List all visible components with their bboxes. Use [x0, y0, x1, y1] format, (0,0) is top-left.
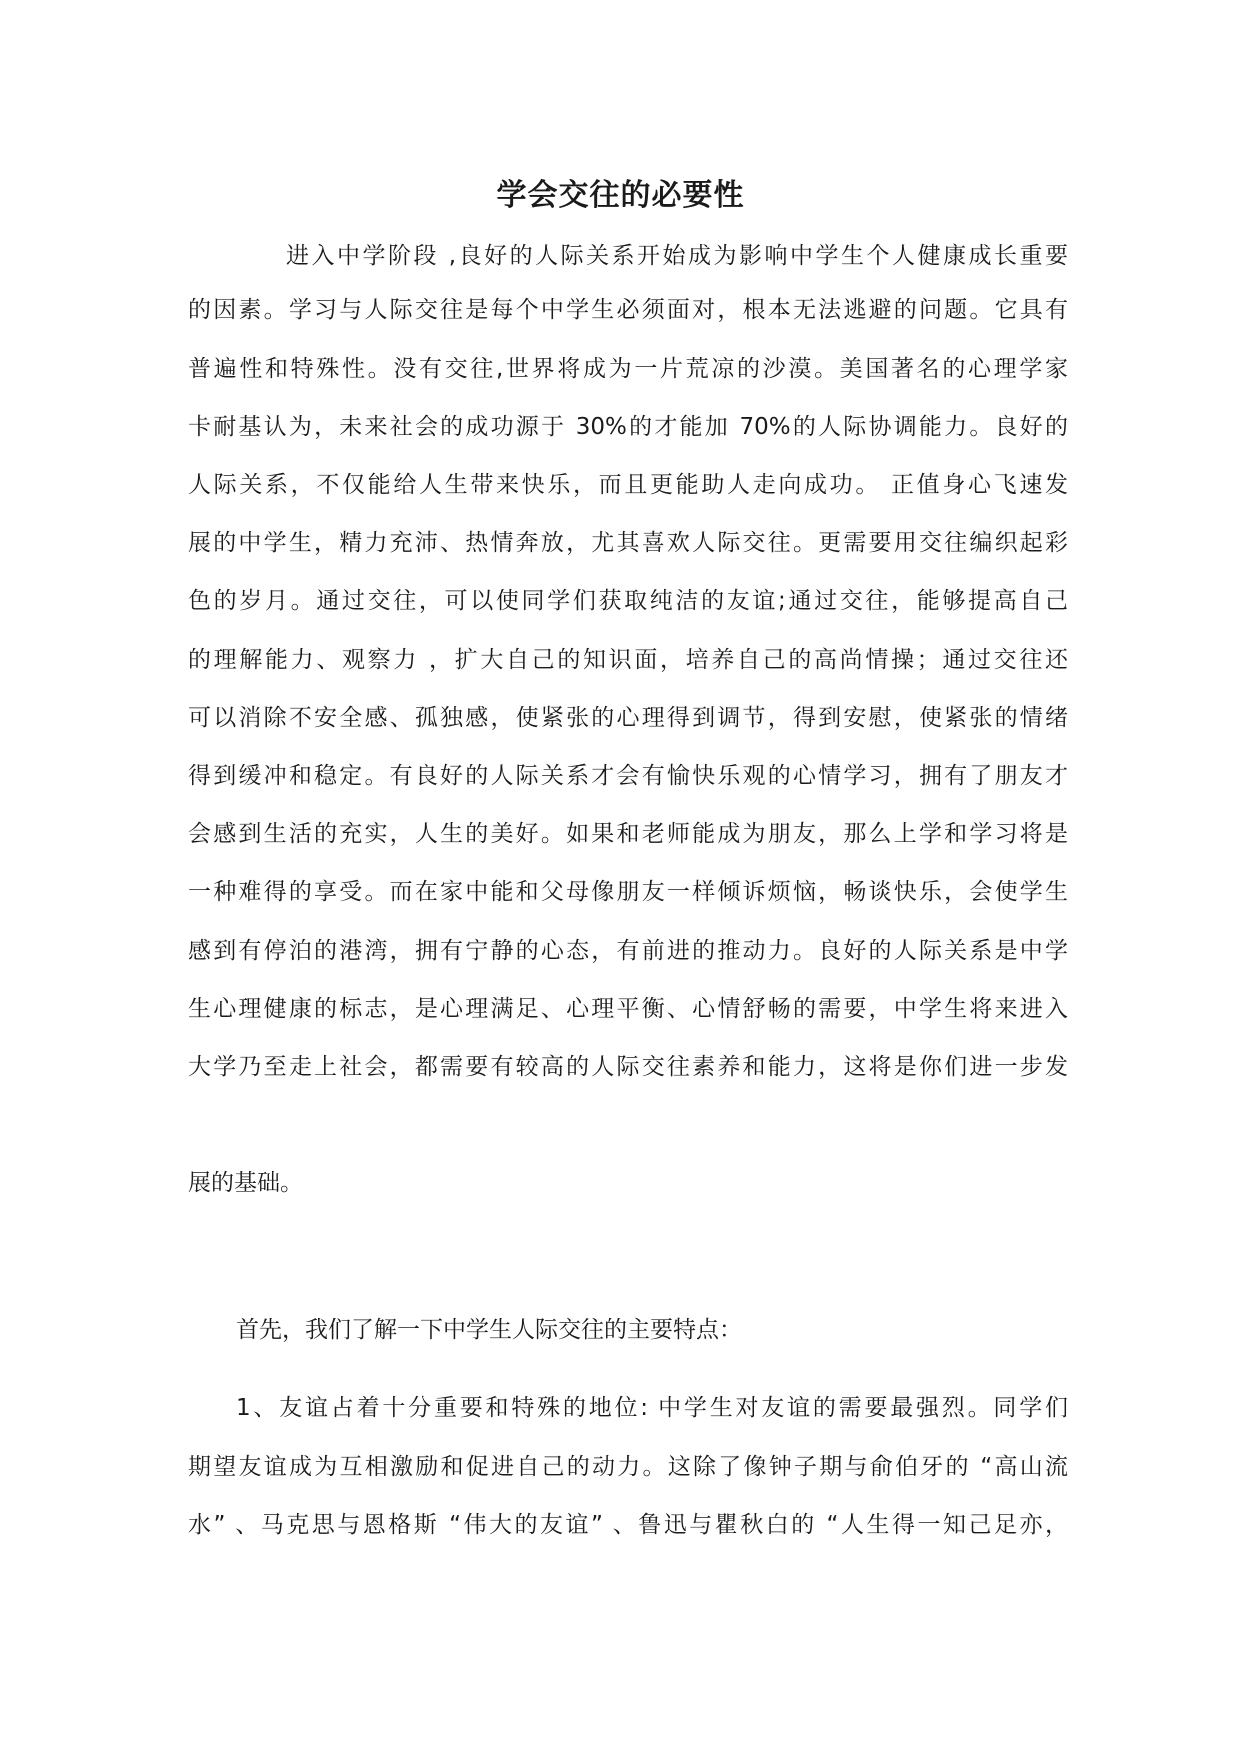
paragraph-line: 卡耐基认为，未来社会的成功源于 30%的才能加 70%的人际协调能力。良好的	[188, 414, 1068, 440]
paragraph-line: 展的中学生，精力充沛、热情奔放，尤其喜欢人际交往。更需要用交往编织起彩	[188, 530, 1068, 556]
paragraph-line: 感到有停泊的港湾，拥有宁静的心态，有前进的推动力。良好的人际关系是中学	[188, 938, 1068, 964]
paragraph-line: 色的岁月。通过交往，可以使同学们获取纯洁的友谊;通过交往，能够提高自己	[188, 588, 1068, 614]
point-line: 水” 、马克思与恩格斯 “伟大的友谊” 、鲁迅与瞿秋白的 “人生得一知己足亦，	[188, 1512, 1068, 1538]
paragraph-line: 得到缓冲和稳定。有良好的人际关系才会有愉快乐观的心情学习，拥有了朋友才	[188, 763, 1068, 789]
document-title: 学会交往的必要性	[496, 178, 745, 213]
point-line: 期望友谊成为互相激励和促进自己的动力。这除了像钟子期与俞伯牙的 “高山流	[188, 1454, 1068, 1480]
point-line: 1、友谊占着十分重要和特殊的地位: 中学生对友谊的需要最强烈。同学们	[236, 1395, 1068, 1421]
paragraph-line: 会感到生活的充实，人生的美好。如果和老师能成为朋友，那么上学和学习将是	[188, 821, 1068, 847]
paragraph-line: 一种难得的享受。而在家中能和父母像朋友一样倾诉烦恼，畅谈快乐，会使学生	[188, 879, 1068, 905]
paragraph-line: 普遍性和特殊性。没有交往,世界将成为一片荒凉的沙漠。美国著名的心理学家	[188, 356, 1068, 382]
paragraph-line: 生心理健康的标志，是心理满足、心理平衡、心情舒畅的需要，中学生将来进入	[188, 996, 1068, 1022]
paragraph-line: 进入中学阶段 ,良好的人际关系开始成为影响中学生个人健康成长重要	[286, 243, 1068, 269]
paragraph-line: 可以消除不安全感、孤独感，使紧张的心理得到调节，得到安慰，使紧张的情绪	[188, 705, 1068, 731]
paragraph-line: 展的基础。	[188, 1170, 303, 1196]
paragraph-line: 人际关系，不仅能给人生带来快乐，而且更能助人走向成功。 正值身心飞速发	[188, 472, 1068, 498]
section-intro-line: 首先，我们了解一下中学生人际交往的主要特点：	[236, 1317, 742, 1343]
paragraph-line: 的因素。学习与人际交往是每个中学生必须面对，根本无法逃避的问题。它具有	[188, 297, 1068, 323]
paragraph-line: 的理解能力、观察力 ，扩大自己的知识面，培养自己的高尚情操；通过交往还	[188, 647, 1068, 673]
paragraph-line: 大学乃至走上社会，都需要有较高的人际交往素养和能力，这将是你们进一步发	[188, 1054, 1068, 1080]
